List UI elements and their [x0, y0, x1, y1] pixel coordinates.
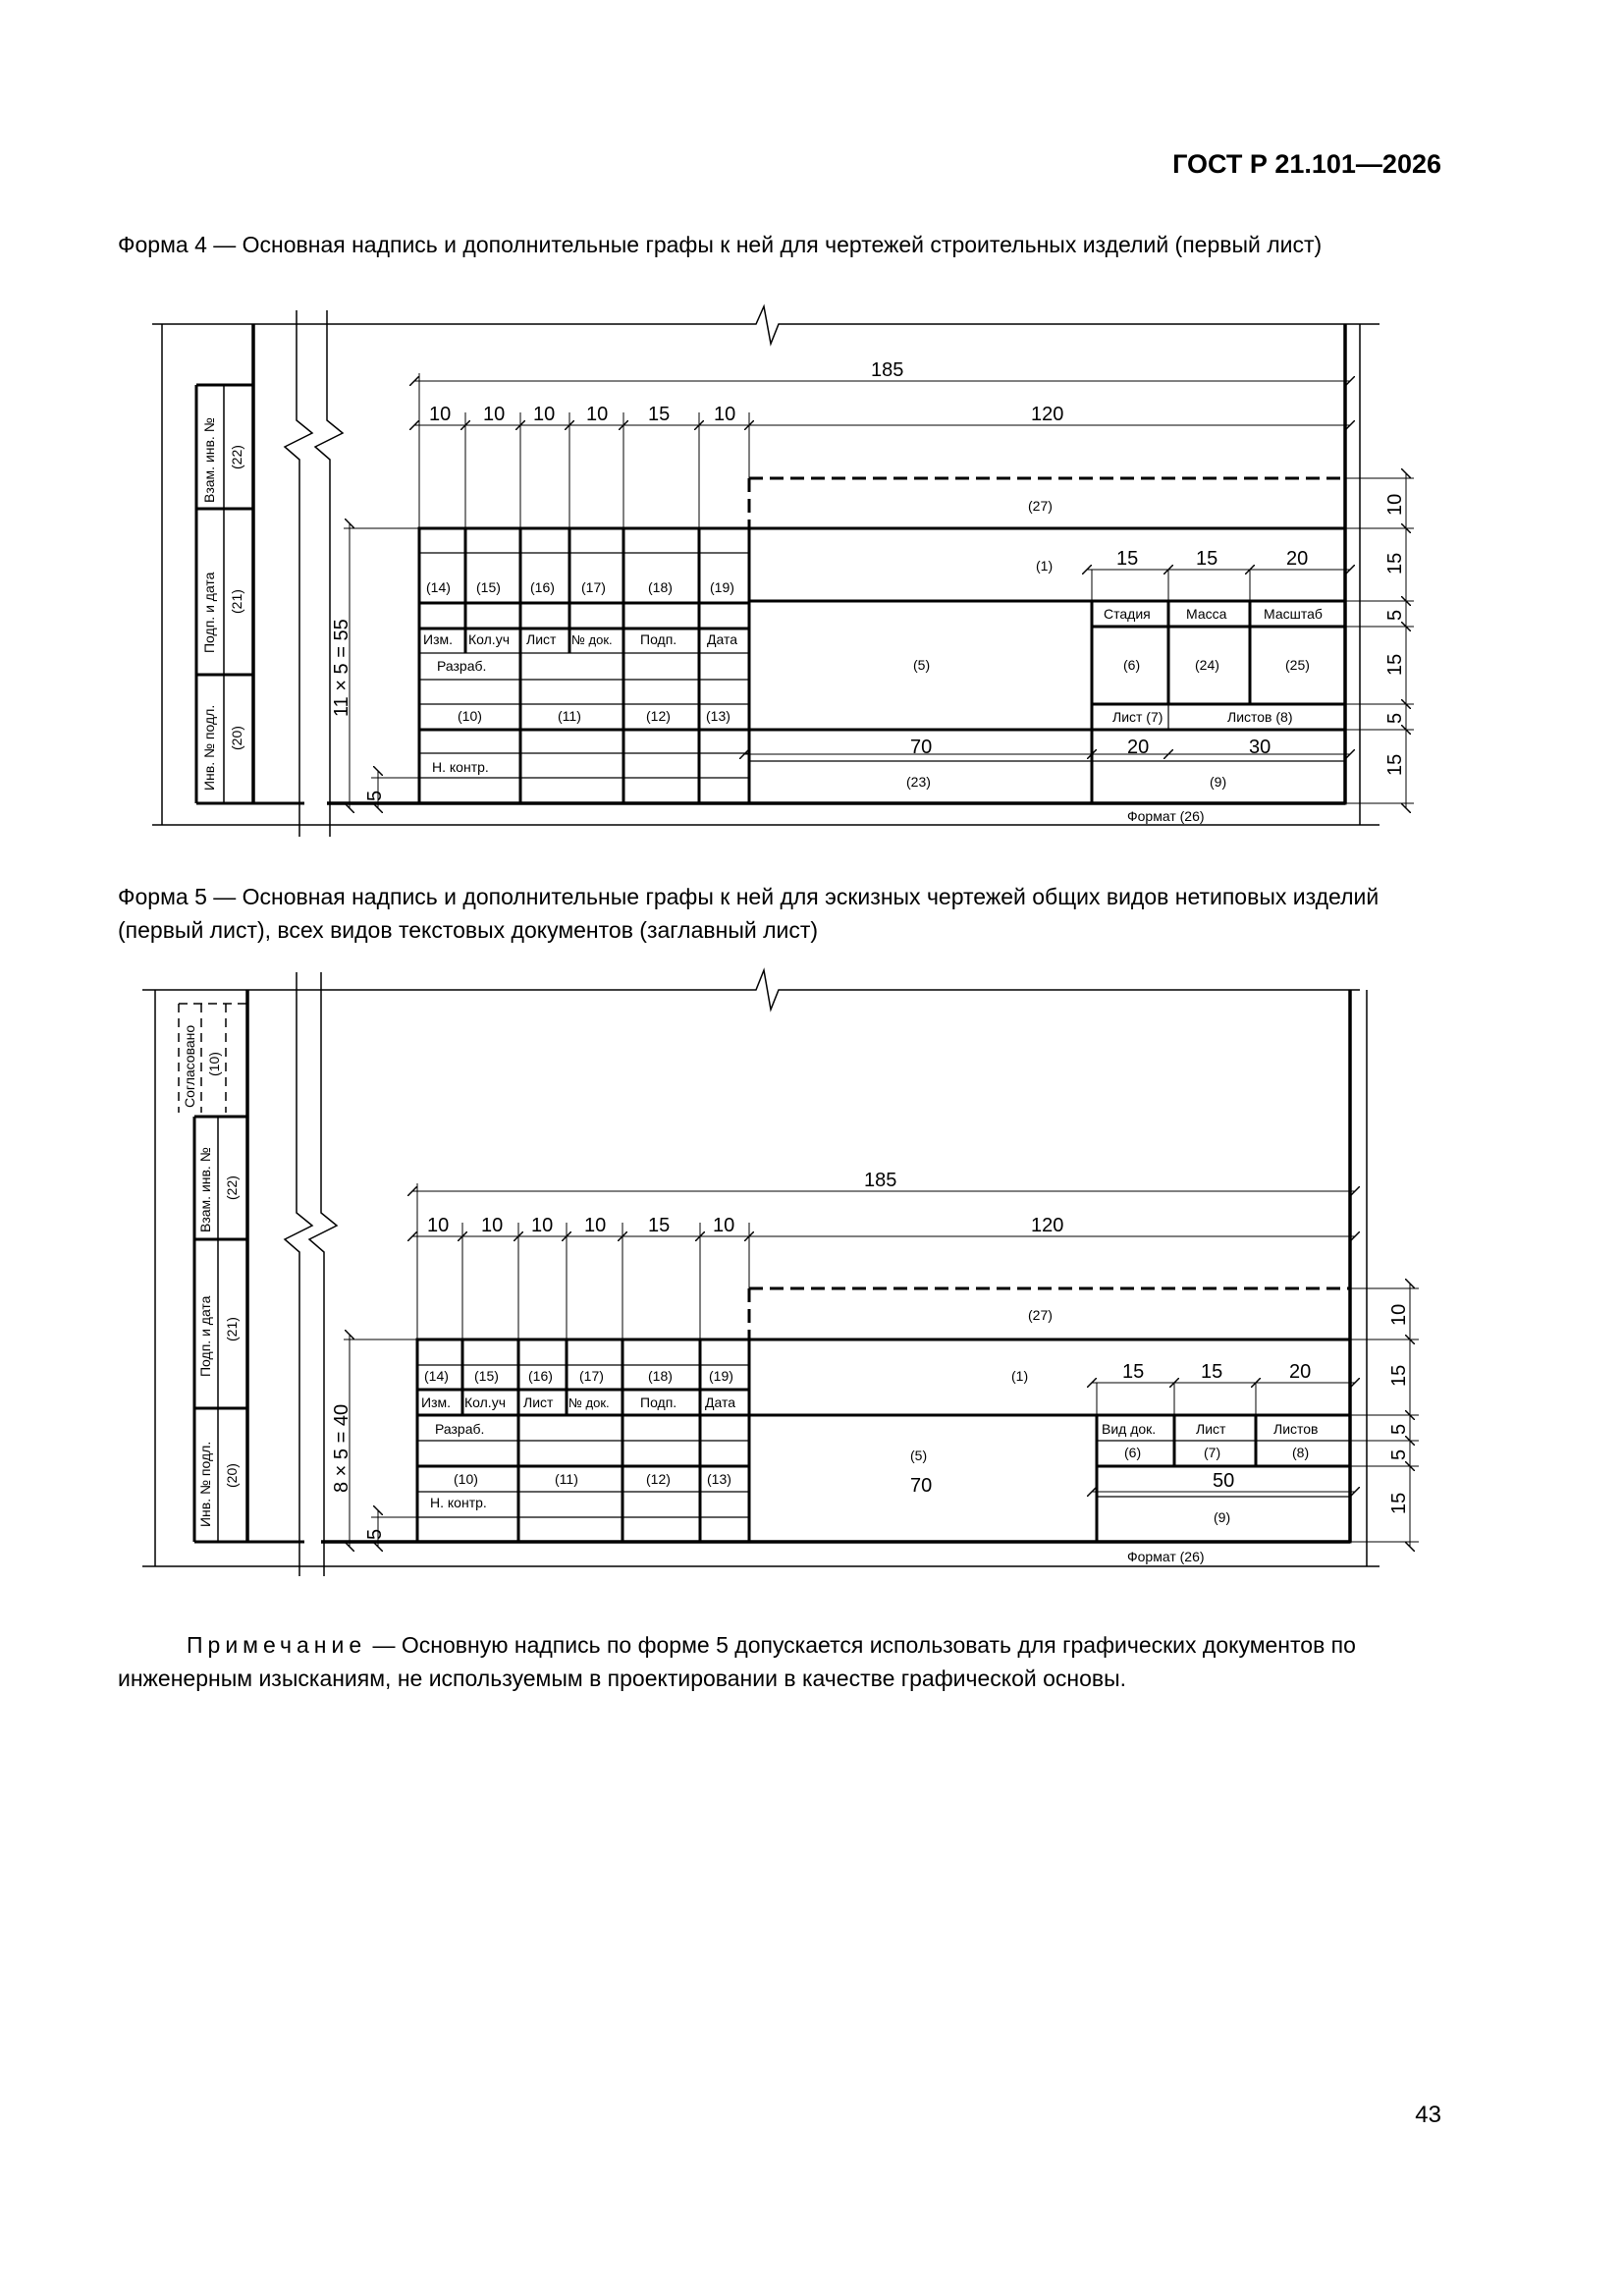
form5-soglas-num: (10)	[206, 1052, 222, 1076]
document-id: ГОСТ Р 21.101—2026	[1172, 149, 1441, 179]
form4-cell-izm: Изм.	[423, 631, 453, 647]
form4-cell-stadia: Стадия	[1104, 606, 1151, 622]
form5-dim-c2: 10	[481, 1215, 504, 1236]
form4-format: Формат (26)	[1127, 808, 1205, 824]
form5-inv-num: (20)	[224, 1463, 240, 1488]
form4-cell-11: (11)	[558, 708, 581, 724]
form4-dim-w70: 70	[910, 737, 933, 758]
form5-dim-r5: 5	[364, 1528, 386, 1540]
form5-dim-s20: 20	[1289, 1361, 1312, 1383]
form4-dim-w30: 30	[1249, 737, 1271, 758]
form5-dim-s15a: 15	[1122, 1361, 1145, 1383]
form5-dim-r10: 10	[1388, 1303, 1410, 1326]
form5-cell-27: (27)	[1028, 1307, 1053, 1323]
form5-cell-17: (17)	[579, 1368, 604, 1384]
form5-cell-podp: Подп.	[640, 1394, 677, 1410]
form5-cell-listov: Листов	[1273, 1421, 1319, 1437]
form5-dim-rows: 8 × 5 = 40	[331, 1403, 352, 1493]
page-number: 43	[1415, 2102, 1441, 2128]
form5-dim-c4: 10	[584, 1215, 607, 1236]
form5-cell-10: (10)	[454, 1471, 478, 1487]
form5-dim-c1: 10	[427, 1215, 450, 1236]
form5-cell-11: (11)	[555, 1471, 578, 1487]
form4-drawing	[152, 306, 1414, 837]
form5-podp-num: (21)	[224, 1317, 240, 1341]
form5-cell-izm: Изм.	[421, 1394, 451, 1410]
form5-cell-18: (18)	[648, 1368, 673, 1384]
form4-dim-c2: 10	[483, 404, 506, 425]
form5-podp-label: Подп. и дата	[197, 1295, 213, 1377]
form4-dim-r15a: 15	[1384, 552, 1406, 574]
form4-dim-c5: 15	[648, 404, 671, 425]
form4-cell-1: (1)	[1036, 558, 1054, 574]
form4-dim-r15b: 15	[1384, 653, 1406, 676]
form5-cell-nkontr: Н. контр.	[430, 1495, 487, 1510]
form5-labels	[182, 1025, 1410, 1564]
form5-cell-viddok: Вид док.	[1102, 1421, 1157, 1437]
form4-dim-r5b: 5	[1384, 712, 1406, 724]
form4-cell-masshtab: Масштаб	[1264, 606, 1323, 622]
form5-cell-12: (12)	[646, 1471, 671, 1487]
form4-cell-15: (15)	[476, 579, 501, 595]
form5-dim-w50: 50	[1213, 1470, 1235, 1492]
form4-cell-6: (6)	[1123, 657, 1141, 673]
form5-cell-6: (6)	[1124, 1445, 1142, 1460]
form5-dim-w70: 70	[910, 1475, 933, 1497]
form4-cell-kolych: Кол.уч	[468, 631, 510, 647]
form4-dim-s15a: 15	[1116, 548, 1139, 570]
form5-cell-19: (19)	[709, 1368, 733, 1384]
form4-cell-25: (25)	[1285, 657, 1310, 673]
form5-dim-c5: 15	[648, 1215, 671, 1236]
form5-dim-r5b: 5	[1388, 1449, 1410, 1460]
form4-cell-razrab: Разраб.	[437, 658, 487, 674]
form4-vzam-label: Взам. инв. №	[201, 417, 217, 503]
form5-caption: Форма 5 — Основная надпись и дополнительные графы к ней для эскизных чертежей общих видов нетиповых изделий (первый лист), всех видов текстовых документов (заглавный лист)	[118, 884, 1380, 943]
form4-dim-r10: 10	[1384, 493, 1406, 516]
form5-cell-data: Дата	[705, 1394, 736, 1410]
form4-podp-label: Подп. и дата	[201, 572, 217, 653]
form5-cell-list: Лист	[523, 1394, 554, 1410]
form4-cell-ndok: № док.	[571, 632, 613, 647]
form5-cell-kolych: Кол.уч	[464, 1394, 506, 1410]
form5-soglas-label: Согласовано	[182, 1024, 197, 1108]
form5-cell-16: (16)	[528, 1368, 553, 1384]
form5-vzam-label: Взам. инв. №	[197, 1147, 213, 1232]
form4-dim-s15b: 15	[1196, 548, 1218, 570]
form4-cell-podp: Подп.	[640, 631, 677, 647]
form4-dim-r5a: 5	[1384, 609, 1406, 621]
form4-cell-massa: Масса	[1186, 606, 1227, 622]
form5-dim-s15b: 15	[1201, 1361, 1223, 1383]
form5-dim-c7: 120	[1031, 1215, 1064, 1236]
form4-cell-18: (18)	[648, 579, 673, 595]
form4-dim-c7: 120	[1031, 404, 1064, 425]
form5-format: Формат (26)	[1127, 1549, 1205, 1564]
form5-cell-5: (5)	[910, 1448, 928, 1463]
form4-cell-9: (9)	[1210, 774, 1227, 790]
form4-dim-r5: 5	[364, 790, 386, 801]
form5-dim-c3: 10	[531, 1215, 554, 1236]
form5-cell-8: (8)	[1292, 1445, 1310, 1460]
form4-cell-12: (12)	[646, 708, 671, 724]
form4-dim-c4: 10	[586, 404, 609, 425]
form4-cell-listov8: Листов (8)	[1227, 709, 1293, 725]
form4-vzam-num: (22)	[229, 445, 244, 469]
form4-cell-23: (23)	[906, 774, 931, 790]
form5-cell-9: (9)	[1214, 1509, 1231, 1525]
form4-inv-label: Инв. № подл.	[201, 704, 217, 791]
form5-dim-r15a: 15	[1388, 1364, 1410, 1387]
form5-cell-7: (7)	[1204, 1445, 1221, 1460]
form4-dim-rows: 11 × 5 = 55	[331, 619, 352, 717]
form4-dim-s20: 20	[1286, 548, 1309, 570]
form5-cell-14: (14)	[424, 1368, 449, 1384]
form4-cell-27: (27)	[1028, 498, 1053, 514]
form4-dim-total: 185	[871, 359, 904, 381]
form4-inv-num: (20)	[229, 726, 244, 750]
form5-cell-13: (13)	[707, 1471, 731, 1487]
form4-cell-5: (5)	[913, 657, 931, 673]
form4-cell-data: Дата	[707, 631, 738, 647]
form4-dim-c1: 10	[429, 404, 452, 425]
form4-cell-24: (24)	[1195, 657, 1219, 673]
form5-vzam-num: (22)	[224, 1175, 240, 1200]
form5-cell-1: (1)	[1011, 1368, 1029, 1384]
form5-dim-r5a: 5	[1388, 1423, 1410, 1435]
form4-cell-nkontr: Н. контр.	[432, 759, 489, 775]
form4-cell-10: (10)	[458, 708, 482, 724]
form4-cell-list: Лист	[526, 631, 557, 647]
form5-dim-c6: 10	[713, 1215, 735, 1236]
form5-cell-ndok: № док.	[568, 1395, 610, 1410]
form4-cell-list7: Лист (7)	[1112, 709, 1163, 725]
form5-dim-r15b: 15	[1388, 1492, 1410, 1514]
form4-dim-c3: 10	[533, 404, 556, 425]
note-text: — Основную надпись по форме 5 допускается использовать для графических документов по инженерным изысканиям, не используемым в проектировании в качестве графической основы.	[118, 1632, 1356, 1691]
form4-dim-c6: 10	[714, 404, 736, 425]
form4-cell-19: (19)	[710, 579, 734, 595]
form4-caption: Форма 4 — Основная надпись и дополнительные графы к ней для чертежей строительных изделий (первый лист)	[118, 232, 1323, 257]
form4-dim-r15c: 15	[1384, 753, 1406, 776]
form4-cell-16: (16)	[530, 579, 555, 595]
form5-cell-razrab: Разраб.	[435, 1421, 485, 1437]
form4-cell-13: (13)	[706, 708, 730, 724]
form4-dim-w20: 20	[1127, 737, 1150, 758]
form5-cell-list-hdr: Лист	[1196, 1421, 1226, 1437]
note	[118, 1628, 1453, 1695]
form5-cell-15: (15)	[474, 1368, 499, 1384]
note-label: Примечание	[187, 1632, 367, 1658]
form5-dim-total: 185	[864, 1170, 897, 1191]
form5-inv-label: Инв. № подл.	[197, 1441, 213, 1527]
form4-cell-14: (14)	[426, 579, 451, 595]
form4-podp-num: (21)	[229, 589, 244, 614]
form4-cell-17: (17)	[581, 579, 606, 595]
